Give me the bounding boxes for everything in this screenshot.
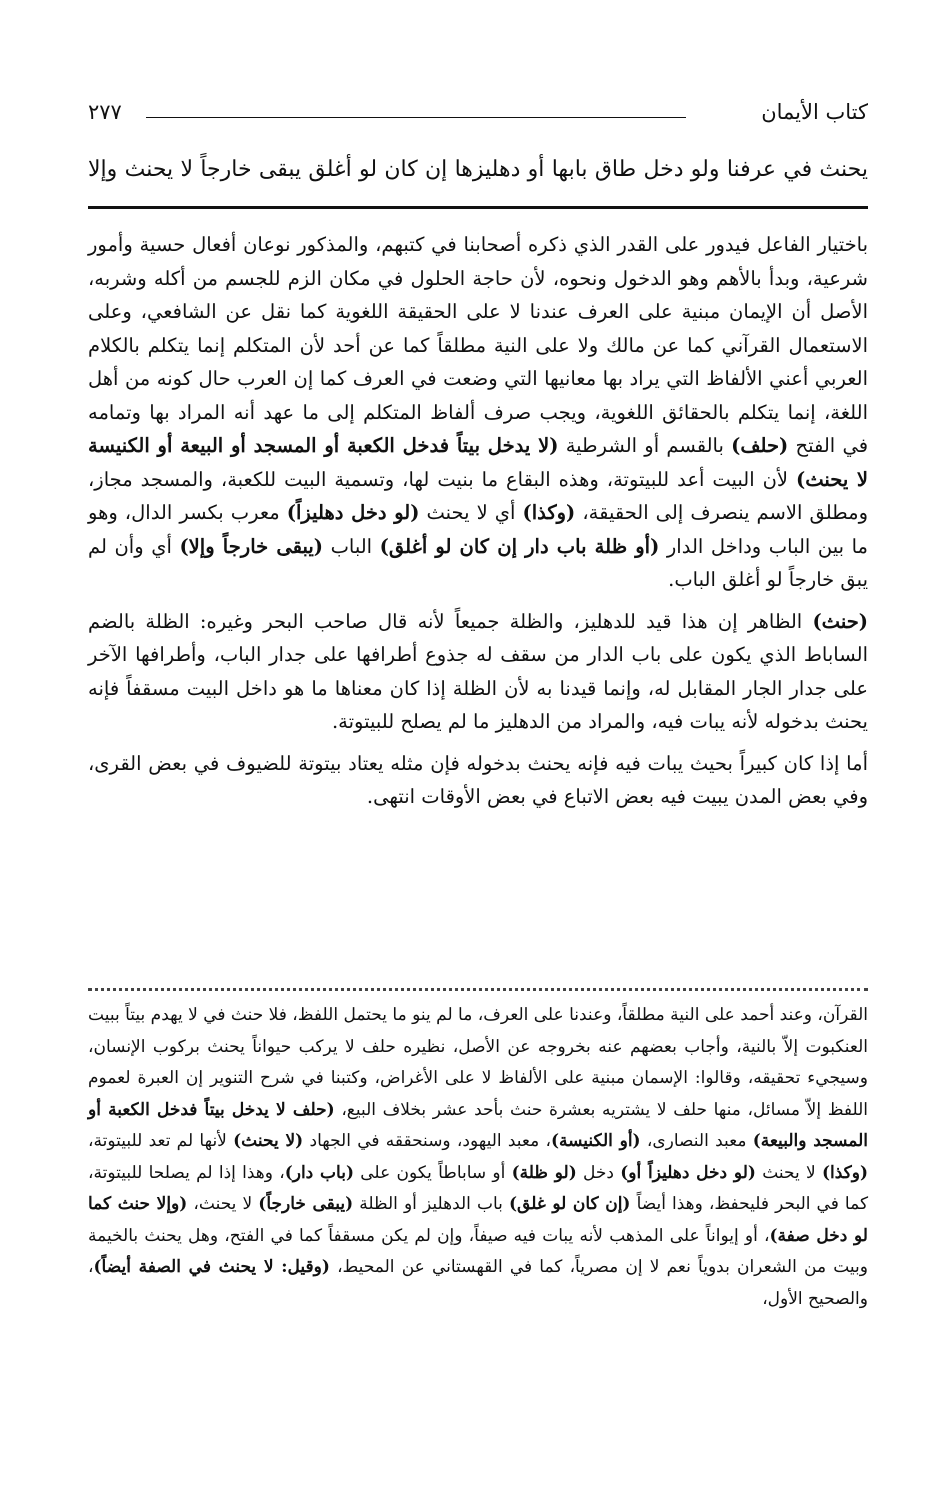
header-rule <box>146 117 686 118</box>
running-header <box>88 98 868 134</box>
matn-divider <box>88 206 868 209</box>
footnote-text <box>88 1000 868 1315</box>
footnote-divider <box>88 988 868 991</box>
commentary-text <box>88 228 868 814</box>
footnote-paragraph: القرآن، وعند أحمد على النية مطلقاً، وعندنا على العرف، ما لم ينو ما يحتمل اللفظ، فلا حنث في لا يهدم بيتاً ببيت العنكبوت إلاّ بالنية، وأجاب بعضهم عنه بخروجه عن الأصل، نظيره حلف لا يركب حيواناً يحنث بركوب الإنسان، وسيجيء تحقيقه، وقالوا: الإسمان مبنية على الألفاظ لا على الأغراض، وكتبنا في شرح التنوير إن العبرة لعموم اللفظ إلاّ مسائل، منها حلف لا يشتريه بعشرة حنث بأحد عشر بخلاف البيع، (حلف لا يدخل بيتاً فدخل الكعبة أو المسجد والبيعة) معبد النصارى، (أو الكنيسة)، معبد اليهود، وسنحققه في الجهاد (لا يحنث) لأنها لم تعد للبيتوتة، (وكذا) لا يحنث (لو دخل دهليزاً أو) دخل (لو ظلة) أو ساباطاً يكون على (باب دار)، وهذا إذا لم يصلحا للبيتوتة، كما في البحر فليحفظ، وهذا أيضاً (إن كان لو غلق) باب الدهليز أو الظلة (يبقى خارجاً) لا يحنث، (وإلا حنث كما لو دخل صفة)، أو إيواناً على المذهب لأنه يبات فيه صيفاً، وإن لم يكن مسقفاً كما في الفتح، وهل يحنث بالخيمة وبيت من الشعران بدوياً نعم لا إن مصرياً، كما في القهستاني عن المحيط، (وقيل: لا يحنث في الصفة أيضاً)، والصحيح الأول، <box>88 1005 869 1309</box>
page-number: ٢٧٧ <box>88 100 122 124</box>
commentary-paragraph-1: باختيار الفاعل فيدور على القدر الذي ذكره أصحابنا في كتبهم، والمذكور نوعان أفعال حسية وأمور شرعية، وبدأ بالأهم وهو الدخول ونحوه، لأن حاجة الحلول في مكان الزم للجسم من أكله وشربه، الأصل أن الإيمان مبنية على العرف عندنا لا على الحقيقة اللغوية كما نقل عن الشافعي، وعلى الاستعمال القرآني كما عن مالك ولا على النية مطلقاً كما عن أحد لأن المتكلم إنما يتكلم بالكلام العربي أعني الألفاظ التي يراد بها معانيها التي وضعت في العرف كما إن العرب حال كونه من أهل اللغة، إنما يتكلم بالحقائق اللغوية، ويجب صرف ألفاظ المتكلم إلى ما عهد أنه المراد بها وتمامه في الفتح (حلف) بالقسم أو الشرطية (لا يدخل بيتاً فدخل الكعبة أو المسجد أو البيعة أو الكنيسة لا يحنث) لأن البيت أعد للبيتوتة، وهذه البقاع ما بنيت لها، وتسمية البيت للكعبة، والمسجد مجاز، ومطلق الاسم ينصرف إلى الحقيقة، (وكذا) أي لا يحنث (لو دخل دهليزاً) معرب بكسر الدال، وهو ما بين الباب وداخل الدار (أو ظلة باب دار إن كان لو أغلق) الباب (يبقى خارجاً وإلا) أي وأن لم يبق خارجاً لو أغلق الباب. <box>88 233 869 591</box>
matn-text: يحنث في عرفنا ولو دخل طاق بابها أو دهليزها إن كان لو أغلق يبقى خارجاً لا يحنث وإلا <box>88 157 868 182</box>
book-page <box>88 0 868 1485</box>
chapter-title: كتاب الأيمان <box>761 100 868 124</box>
commentary-paragraph-3: أما إذا كان كبيراً بحيث يبات فيه فإنه يحنث بدخوله فإن مثله يعتاد بيتوتة للضيوف في بعض القرى، وفي بعض المدن يبيت فيه بعض الاتباع في بعض الأوقات انتهى. <box>88 751 868 808</box>
commentary-paragraph-2: (حنث) الظاهر إن هذا قيد للدهليز، والظلة جميعاً لأنه قال صاحب البحر وغيره: الظلة بالضم الساباط الذي يكون على باب الدار من سقف له جذوع أطرافها على جدار الباب، وأطرافها الآخر على جدار الجار المقابل له، وإنما قيدنا به لأن الظلة إذا كان معناها ما هو داخل البيت مسقفاً فإنه يحنث بدخوله لأنه يبات فيه، والمراد من الدهليز ما لم يصلح للبيتوتة. <box>88 609 868 733</box>
